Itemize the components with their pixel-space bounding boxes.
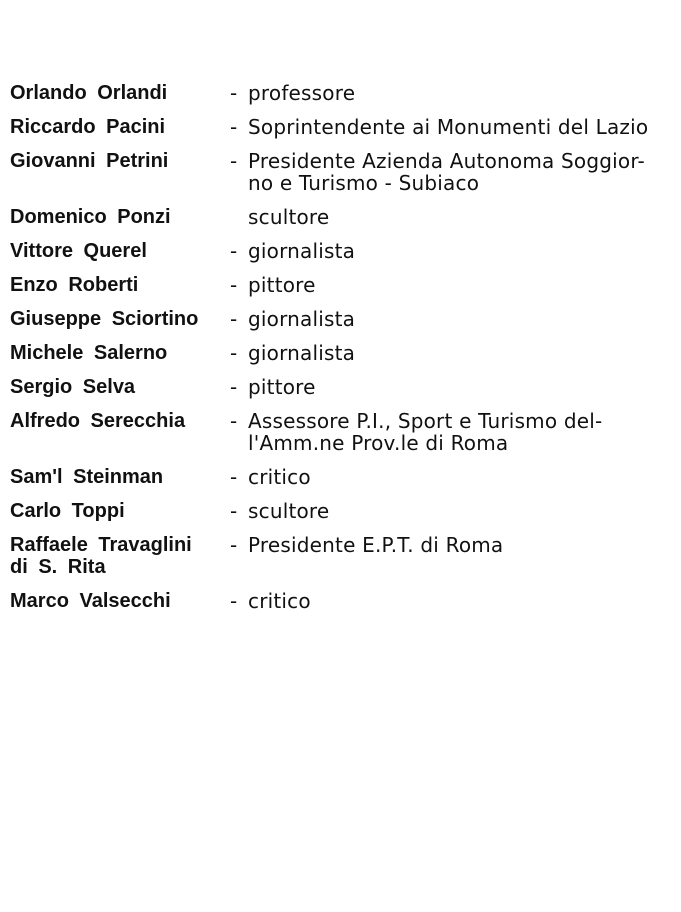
dash: - [230, 115, 238, 139]
dash: - [230, 409, 238, 433]
person-role: critico [248, 589, 311, 613]
person-name [10, 534, 228, 578]
person-name: Enzo Roberti [10, 274, 139, 296]
list-item [10, 342, 674, 364]
dash: - [230, 465, 238, 489]
dash: - [230, 375, 238, 399]
role-line-1: Assessore P.I., Sport e Turismo del- [248, 409, 603, 433]
person-role: pittore [248, 273, 316, 297]
person-name: Vittore Querel [10, 240, 147, 262]
person-role: pittore [248, 375, 316, 399]
person-name: Giuseppe Sciortino [10, 308, 199, 330]
person-name: Michele Salerno [10, 342, 168, 364]
person-name: Carlo Toppi [10, 500, 125, 522]
person-role: giornalista [248, 239, 356, 263]
person-role: giornalista [248, 341, 356, 365]
person-role: scultore [248, 205, 330, 229]
list-item [10, 82, 674, 104]
person-role: critico [248, 465, 311, 489]
member-list [10, 82, 674, 624]
person-role: Soprintendente ai Monumenti del Lazio [248, 115, 649, 139]
dash: - [230, 273, 238, 297]
person-name: Giovanni Petrini [10, 150, 169, 172]
person-name: Orlando Orlandi [10, 82, 168, 104]
list-item [10, 150, 674, 194]
dash: - [230, 149, 238, 173]
list-item [10, 466, 674, 488]
dash: - [230, 307, 238, 331]
person-role: Presidente E.P.T. di Roma [248, 533, 504, 557]
person-role: giornalista [248, 307, 356, 331]
list-item [10, 274, 674, 296]
person-name: Marco Valsecchi [10, 590, 171, 612]
role-line-1: Presidente Azienda Autonoma Soggior- [248, 149, 645, 173]
person-role: scultore [248, 499, 330, 523]
person-role [248, 410, 674, 454]
person-name: Sam'l Steinman [10, 466, 164, 488]
list-item [10, 590, 674, 612]
list-item [10, 308, 674, 330]
list-item [10, 534, 674, 578]
list-item [10, 206, 674, 228]
dash: - [230, 589, 238, 613]
person-name: Riccardo Pacini [10, 116, 166, 138]
dash: - [230, 81, 238, 105]
list-item [10, 500, 674, 522]
person-name: Domenico Ponzi [10, 206, 171, 228]
role-line-2: no e Turismo - Subiaco [248, 171, 480, 195]
person-role [248, 150, 674, 194]
name-line-1: Raffaele Travaglini [10, 534, 192, 556]
list-item [10, 240, 674, 262]
role-line-2: l'Amm.ne Prov.le di Roma [248, 431, 509, 455]
list-item [10, 116, 674, 138]
dash: - [230, 499, 238, 523]
person-name: Sergio Selva [10, 376, 136, 398]
list-item [10, 410, 674, 454]
list-item [10, 376, 674, 398]
dash: - [230, 533, 238, 557]
person-role: professore [248, 81, 356, 105]
dash: - [230, 239, 238, 263]
name-line-2: di S. Rita [10, 556, 106, 578]
person-name: Alfredo Serecchia [10, 410, 186, 432]
dash: - [230, 341, 238, 365]
